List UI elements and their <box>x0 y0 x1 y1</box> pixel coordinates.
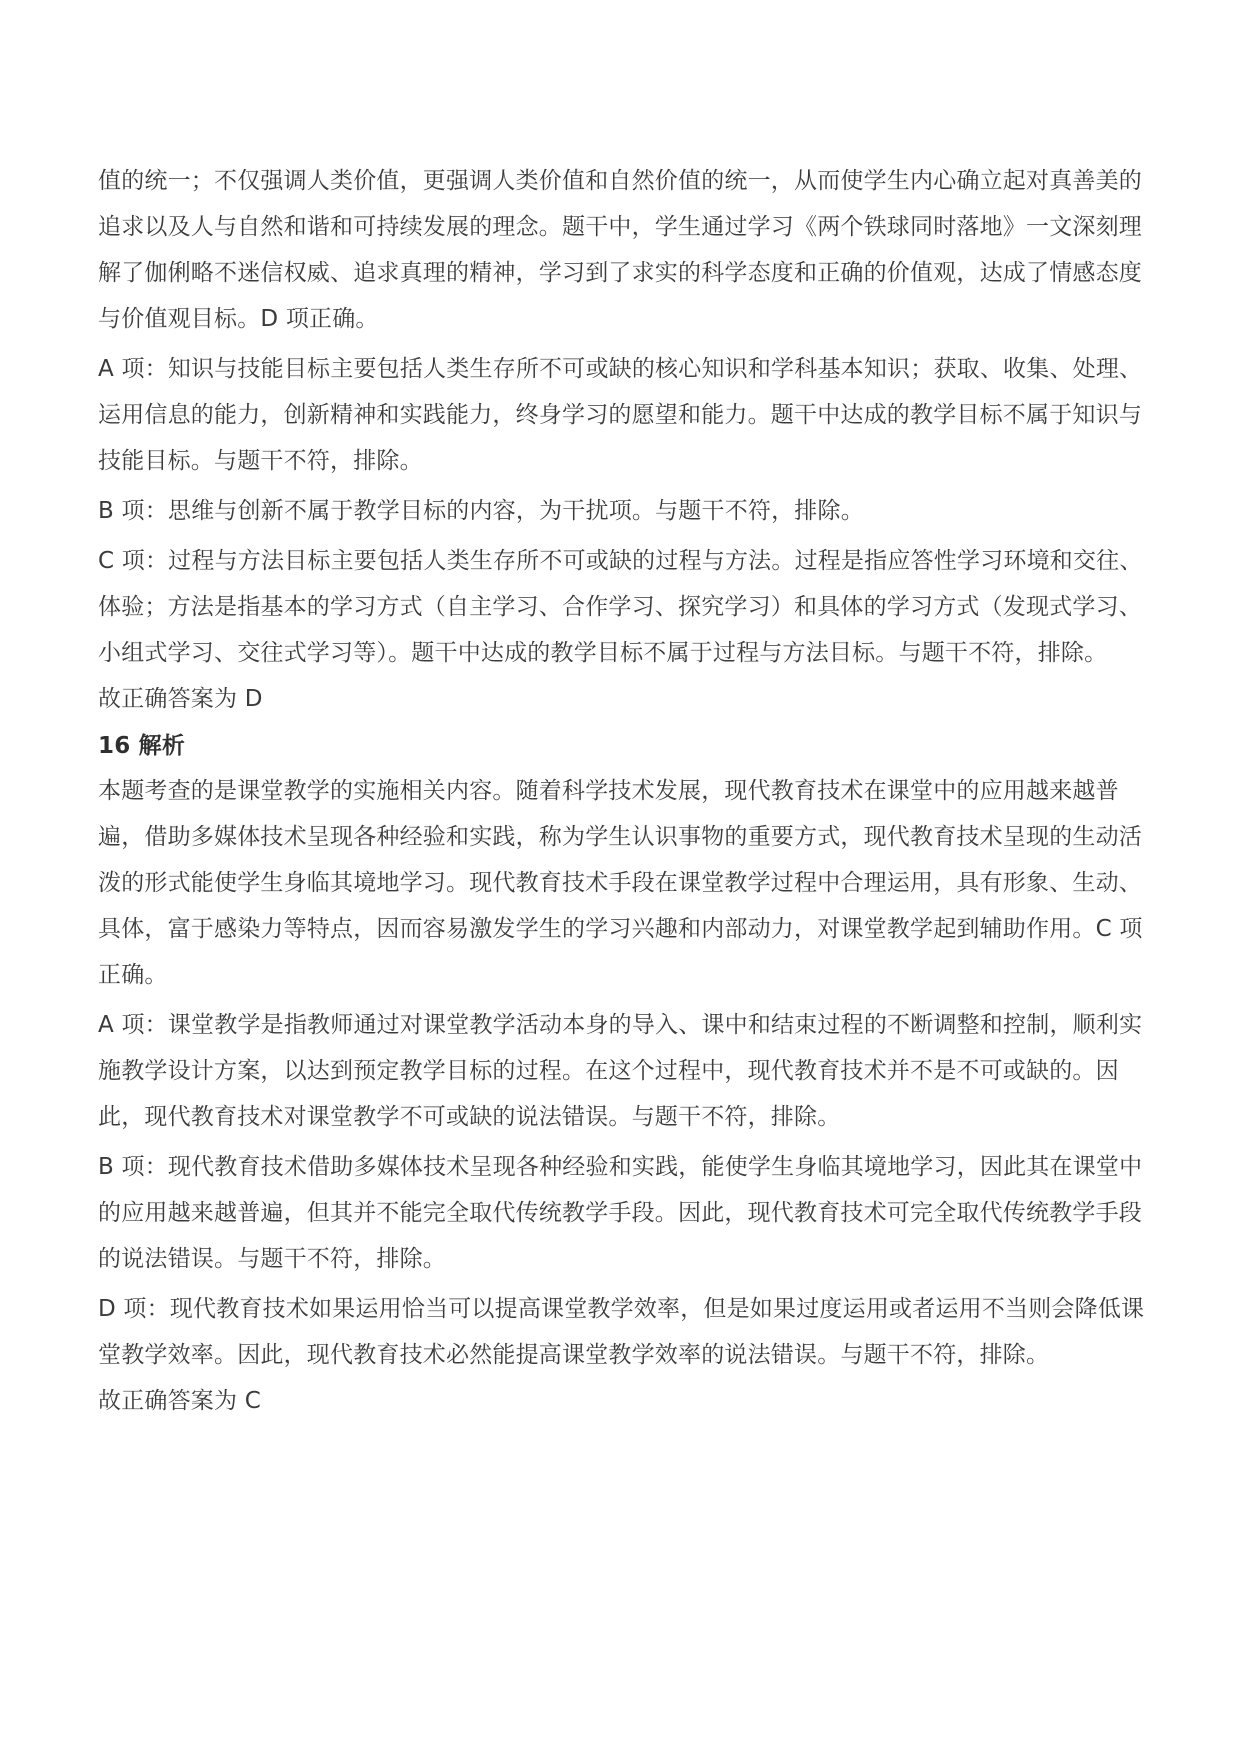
paragraph-option-b: B 项：现代教育技术借助多媒体技术呈现各种经验和实践，能使学生身临其境地学习，因此其在课堂中的应用越来越普遍，但其并不能完全取代传统教学手段。因此，现代教育技术可完全取代传统教学手段的说法错误。与题干不符，排除。 <box>98 1154 1143 1272</box>
paragraph-analysis: 本题考查的是课堂教学的实施相关内容。随着科学技术发展，现代教育技术在课堂中的应用越来越普遍，借助多媒体技术呈现各种经验和实践，称为学生认识事物的重要方式，现代教育技术呈现的生动活泼的形式能使学生身临其境地学习。现代教育技术手段在课堂教学过程中合理运用，具有形象、生动、具体，富于感染力等特点，因而容易激发学生的学习兴趣和内部动力，对课堂教学起到辅助作用。C 项正确。 <box>98 778 1143 988</box>
paragraph-value-conclusion: 值的统一；不仅强调人类价值，更强调人类价值和自然价值的统一，从而使学生内心确立起对真善美的追求以及人与自然和谐和可持续发展的理念。题干中，学生通过学习《两个铁球同时落地》一文深刻理解了伽俐略不迷信权威、追求真理的精神，学习到了求实的科学态度和正确的价值观，达成了情感态度与价值观目标。D 项正确。 <box>98 168 1142 332</box>
paragraph-option-b: B 项：思维与创新不属于教学目标的内容，为干扰项。与题干不符，排除。 <box>98 498 864 524</box>
paragraph-option-a: A 项：知识与技能目标主要包括人类生存所不可或缺的核心知识和学科基本知识；获取、收集、处理、运用信息的能力，创新精神和实践能力，终身学习的愿望和能力。题干中达成的教学目标不属于知识与技能目标。与题干不符，排除。 <box>98 356 1143 474</box>
paragraph-option-a: A 项：课堂教学是指教师通过对课堂教学活动本身的导入、课中和结束过程的不断调整和控制，顺利实施教学设计方案，以达到预定教学目标的过程。在这个过程中，现代教育技术并不是不可或缺的。因此，现代教育技术对课堂教学不可或缺的说法错误。与题干不符，排除。 <box>98 1012 1143 1130</box>
paragraph-option-d: D 项：现代教育技术如果运用恰当可以提高课堂教学效率，但是如果过度运用或者运用不当则会降低课堂教学效率。因此，现代教育技术必然能提高课堂教学效率的说法错误。与题干不符，排除。 <box>98 1296 1145 1368</box>
document-content <box>98 158 1148 1424</box>
answer-line: 故正确答案为 C <box>98 1388 261 1414</box>
answer-line: 故正确答案为 D <box>98 686 263 712</box>
paragraph-option-c: C 项：过程与方法目标主要包括人类生存所不可或缺的过程与方法。过程是指应答性学习环境和交往、体验；方法是指基本的学习方式（自主学习、合作学习、探究学习）和具体的学习方式（发现式学习、小组式学习、交往式学习等）。题干中达成的教学目标不属于过程与方法目标。与题干不符，排除。 <box>98 548 1143 666</box>
section-heading-16: 16 解析 <box>98 733 186 759</box>
